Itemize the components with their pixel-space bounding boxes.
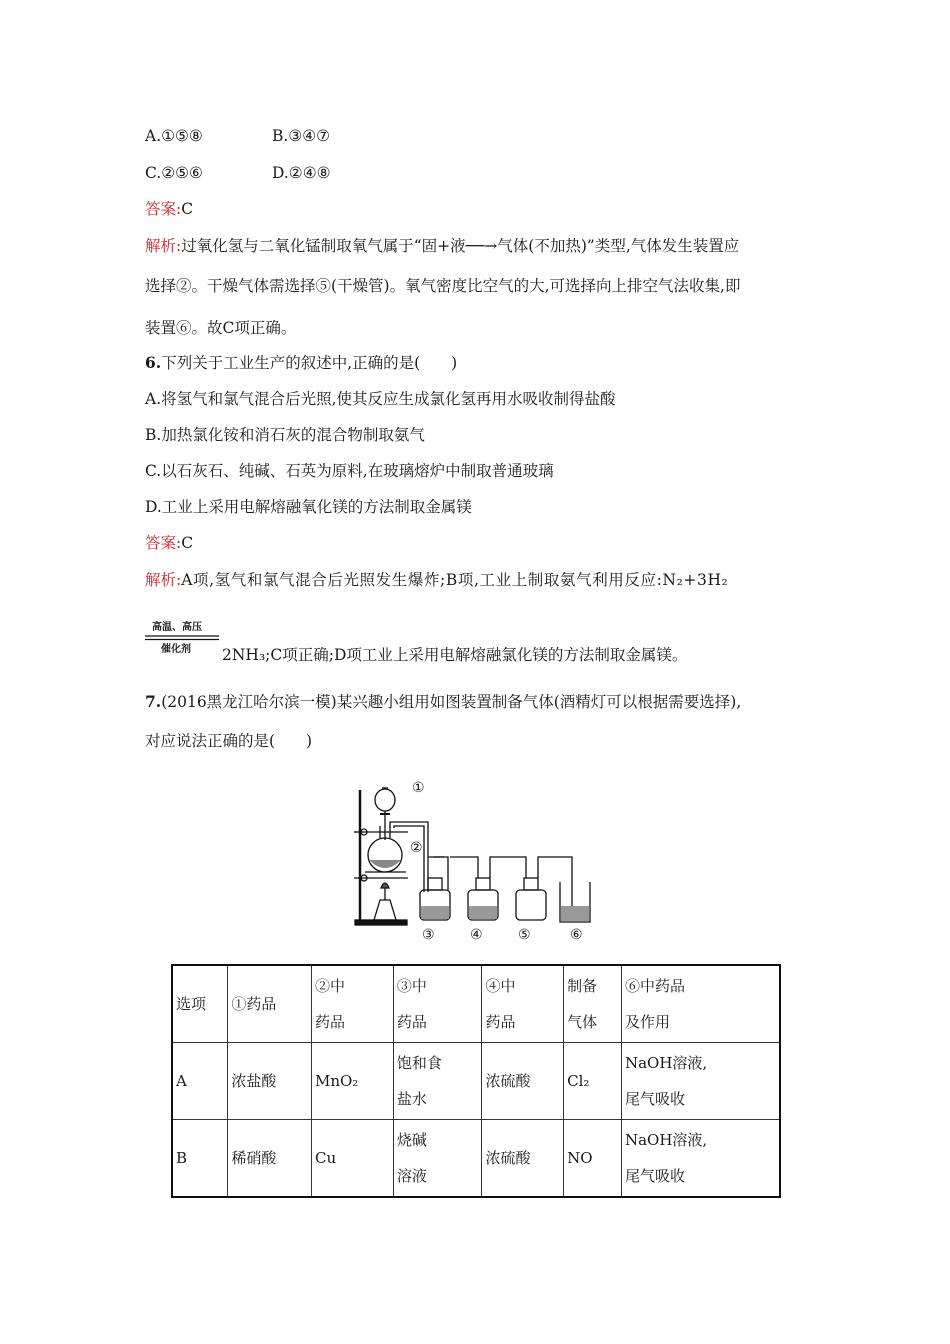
figure-label-5: ⑤ xyxy=(518,927,531,943)
question-text: (2016黑龙江哈尔滨一模)某兴趣小组用如图装置制备气体(酒精灯可以根据需要选择), xyxy=(161,693,742,711)
analysis-text: A项,氢气和氯气混合后光照发生爆炸;B项,工业上制取氨气利用反应:N₂+3H₂ xyxy=(181,571,729,589)
question-number: 6. xyxy=(145,353,162,372)
reagent-table xyxy=(171,964,781,1198)
table-cell: 饱和食 盐水 xyxy=(393,1043,482,1120)
table-header-cell: ③中 药品 xyxy=(393,965,482,1043)
analysis-text: 过氧化氢与二氧化锰制取氧气属于“固+液──→气体(不加热)”类型,气体发生装置应 xyxy=(181,237,740,255)
figure-label-6: ⑥ xyxy=(570,927,583,943)
table-cell: NaOH溶液, 尾气吸收 xyxy=(621,1120,780,1198)
condition-bottom: 催化剂 xyxy=(161,644,191,655)
q6-answer xyxy=(145,533,193,553)
q5-analysis-line-1 xyxy=(145,236,739,256)
q6-option-b: B.加热氯化铵和消石灰的混合物制取氨气 xyxy=(145,426,425,444)
q5-analysis-line-2: 选择②。干燥气体需选择⑤(干燥管)。氧气密度比空气的大,可选择向上排空气法收集,即 xyxy=(145,277,741,295)
table-header-cell: ②中 药品 xyxy=(311,965,393,1043)
table-header-row xyxy=(172,965,780,1043)
analysis-label: 解析: xyxy=(145,237,182,255)
table-cell: 浓硫酸 xyxy=(482,1120,564,1198)
q5-option-c: C.②⑤⑥ xyxy=(145,164,203,182)
figure-label-3: ③ xyxy=(422,927,435,943)
table-cell: 浓硫酸 xyxy=(482,1043,564,1120)
table-header-cell: ①药品 xyxy=(228,965,312,1043)
figure-label-1: ① xyxy=(412,780,425,796)
q6-option-d: D.工业上采用电解熔融氧化镁的方法制取金属镁 xyxy=(145,498,472,516)
q6-analysis-line-1 xyxy=(145,570,728,590)
analysis-label: 解析: xyxy=(145,571,182,589)
table-row xyxy=(172,1043,780,1120)
table-cell: B xyxy=(172,1120,228,1198)
answer-label: 答案: xyxy=(145,534,182,552)
q5-answer xyxy=(145,199,193,219)
question-number: 7. xyxy=(145,692,162,711)
q5-option-b: B.③④⑦ xyxy=(272,127,331,145)
table-cell: MnO₂ xyxy=(311,1043,393,1120)
table-cell: Cu xyxy=(311,1120,393,1198)
table-cell: NaOH溶液, 尾气吸收 xyxy=(621,1043,780,1120)
table-cell: Cl₂ xyxy=(564,1043,622,1120)
table-cell: A xyxy=(172,1043,228,1120)
equilibrium-arrow-icon xyxy=(145,634,221,642)
table-cell: 浓盐酸 xyxy=(228,1043,312,1120)
condition-top: 高温、高压 xyxy=(152,622,202,633)
question-text: 下列关于工业生产的叙述中,正确的是( ) xyxy=(161,354,458,372)
answer-value: C xyxy=(181,200,194,218)
q6-option-a: A.将氢气和氯气混合后光照,使其反应生成氯化氢再用水吸收制得盐酸 xyxy=(145,390,616,408)
answer-label: 答案: xyxy=(145,200,182,218)
table-cell: NO xyxy=(564,1120,622,1198)
q5-option-d: D.②④⑧ xyxy=(272,164,331,182)
figure-label-4: ④ xyxy=(470,927,483,943)
figure-label-2: ② xyxy=(410,840,423,856)
q7-stem-line-1 xyxy=(145,692,741,712)
table-header-cell: ⑥中药品 及作用 xyxy=(621,965,780,1043)
reaction-condition-arrow xyxy=(145,622,220,658)
q5-analysis-line-3: 装置⑥。故C项正确。 xyxy=(145,319,297,337)
table-row xyxy=(172,1120,780,1198)
table-header-cell: 选项 xyxy=(172,965,228,1043)
q6-option-c: C.以石灰石、纯碱、石英为原料,在玻璃熔炉中制取普通玻璃 xyxy=(145,462,554,480)
table-header-cell: 制备 气体 xyxy=(564,965,622,1043)
apparatus-figure xyxy=(350,760,600,950)
q6-stem xyxy=(145,353,457,373)
table-header-cell: ④中 药品 xyxy=(482,965,564,1043)
table-cell: 烧碱 溶液 xyxy=(393,1120,482,1198)
q6-analysis-line-2: 2NH₃;C项正确;D项工业上采用电解熔融氯化镁的方法制取金属镁。 xyxy=(222,646,688,664)
table-cell: 稀硝酸 xyxy=(228,1120,312,1198)
q5-option-a: A.①⑤⑧ xyxy=(145,127,203,145)
answer-value: C xyxy=(181,534,194,552)
q7-stem-line-2: 对应说法正确的是( ) xyxy=(145,732,313,750)
